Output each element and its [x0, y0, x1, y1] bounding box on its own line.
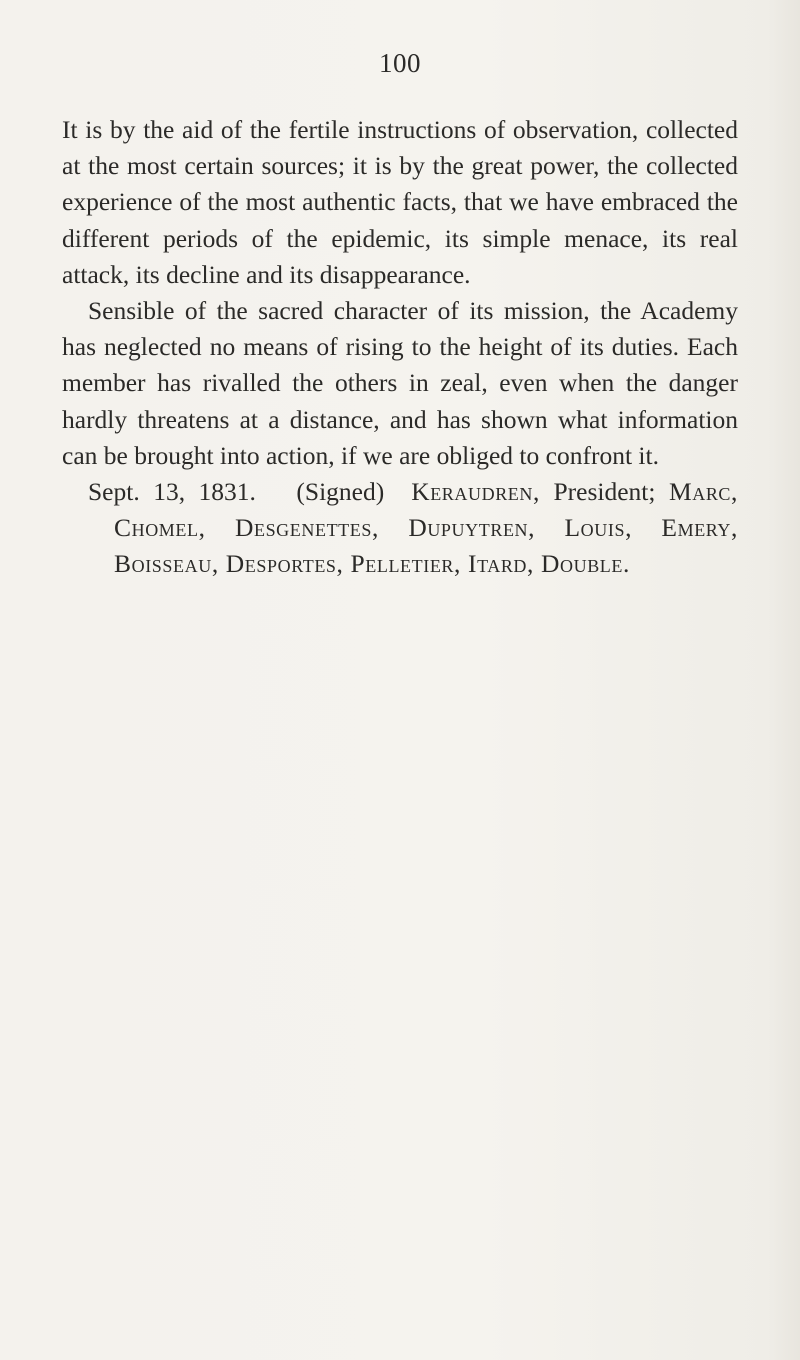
signoff-date: Sept. 13, 1831.: [88, 477, 256, 507]
signoff-signed: (Signed): [296, 477, 385, 507]
paragraph-academy-mission-text: Sensible of the sacred character of its mission, the Academy has neglected no means of rising to the height of its duties. Each member has rivalled the others in zeal, even when the danger hardly threatens at a distance, and has shown what information can be brought into action, if we are obliged to confront it.: [62, 296, 738, 470]
signatories-list: Marc, Chomel, Desgenettes, Dupuytren, Louis, Emery, Boisseau, Desportes, Pelletier, Itard, Double.: [114, 477, 739, 579]
signature-block: [62, 474, 738, 583]
page-number: 100: [379, 48, 421, 78]
body-text: [62, 112, 738, 583]
paragraph-observation: [62, 112, 738, 293]
president-title: President;: [553, 477, 656, 507]
president-name: Keraudren,: [411, 477, 540, 507]
paragraph-observation-text: It is by the aid of the fertile instructions of observation, collected at the most certain sources; it is by the great power, the collected experience of the most authentic facts, that we have embraced the different periods of the epidemic, its simple menace, its real attack, its decline and its disappearance.: [62, 115, 738, 289]
paragraph-academy-mission: [62, 293, 738, 474]
